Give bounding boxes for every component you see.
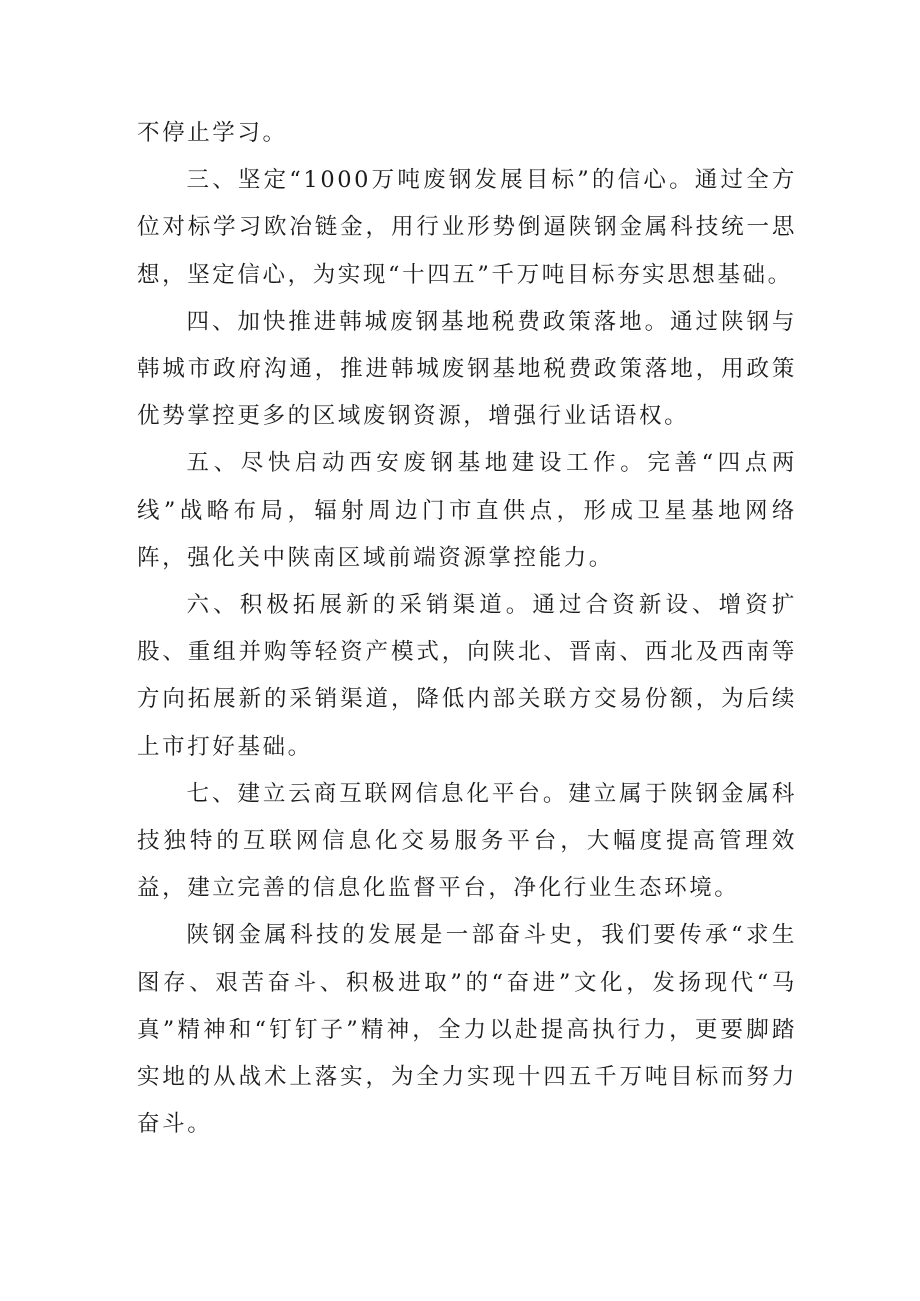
document-body: [137, 110, 797, 1148]
paragraph-item-six: 六、积极拓展新的采销渠道。通过合资新设、增资扩股、重组并购等轻资产模式，向陕北、晋南、西北及西南等方向拓展新的采销渠道，降低内部关联方交易份额，为后续上市打好基础。: [137, 592, 797, 760]
paragraph-item-three: 三、坚定“1000万吨废钢发展目标”的信心。通过全方位对标学习欧冶链金，用行业形势倒逼陕钢金属科技统一思想，坚定信心，为实现“十四五”千万吨目标夯实思想基础。: [137, 167, 797, 288]
paragraph-conclusion: 陕钢金属科技的发展是一部奋斗史，我们要传承“求生图存、艰苦奋斗、积极进取”的“奋进”文化，发扬现代“马真”精神和“钉钉子”精神，全力以赴提高执行力，更要脚踏实地的从战术上落实，为全力实现十四五千万吨目标而努力奋斗。: [137, 922, 797, 1138]
paragraph-item-five: 五、尽快启动西安废钢基地建设工作。完善“四点两线”战略布局，辐射周边门市直供点，形成卫星基地网络阵，强化关中陕南区域前端资源掌控能力。: [137, 450, 797, 571]
paragraph-item-seven: 七、建立云商互联网信息化平台。建立属于陕钢金属科技独特的互联网信息化交易服务平台，大幅度提高管理效益，建立完善的信息化监督平台，净化行业生态环境。: [137, 780, 797, 902]
paragraph-continuation: 不停止学习。: [137, 120, 288, 146]
paragraph-item-four: 四、加快推进韩城废钢基地税费政策落地。通过陕钢与韩城市政府沟通，推进韩城废钢基地税费政策落地，用政策优势掌控更多的区域废钢资源，增强行业话语权。: [137, 308, 797, 430]
